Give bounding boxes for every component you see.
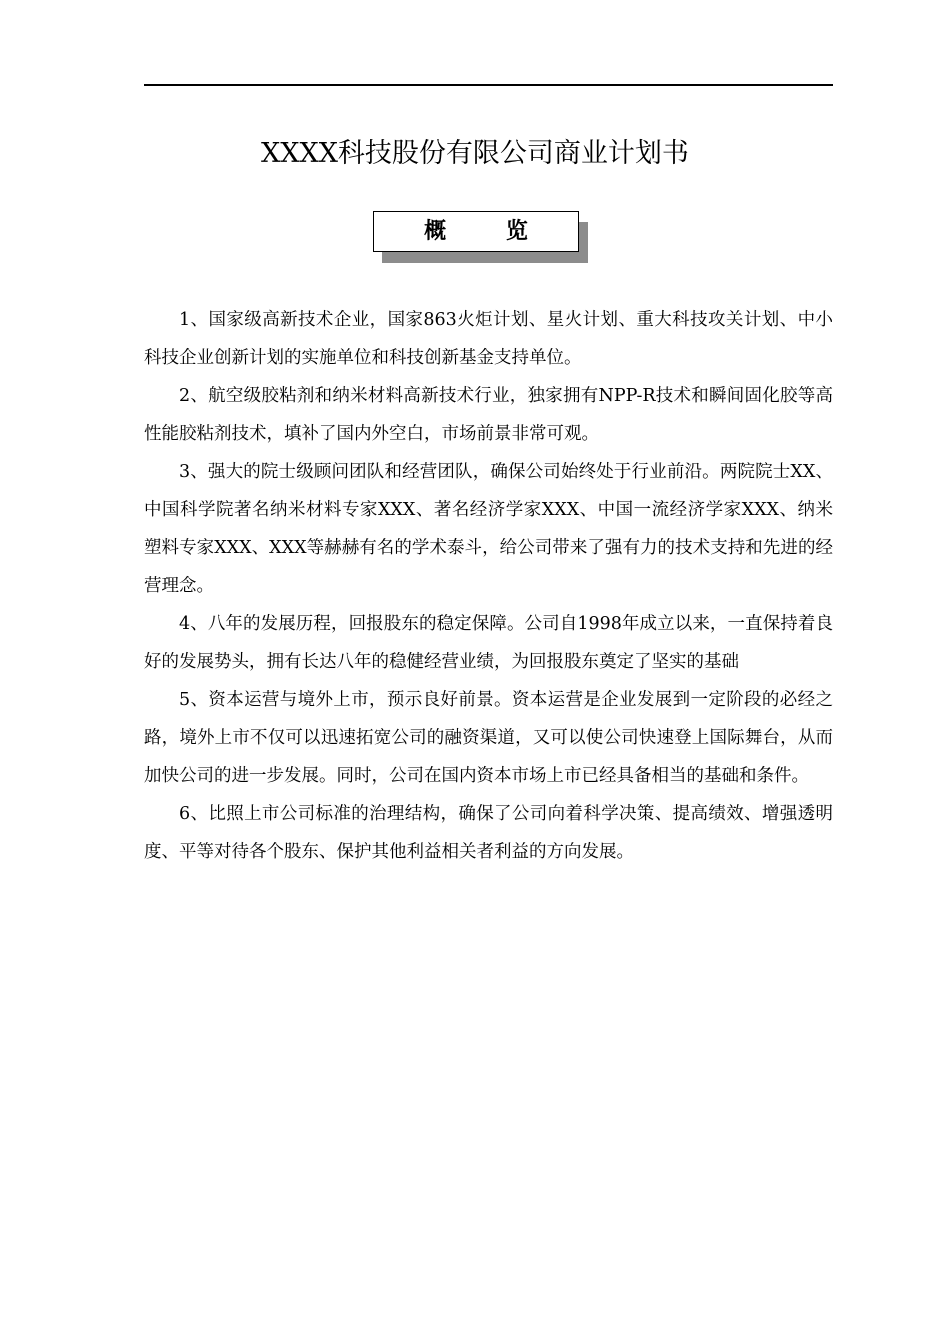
document-title: XXXX科技股份有限公司商业计划书: [261, 138, 689, 169]
paragraph-6: 6、比照上市公司标准的治理结构，确保了公司向着科学决策、提高绩效、增强透明度、平等对待各个股东、保护其他利益相关者利益的方向发展。: [144, 804, 833, 862]
paragraph-2: 2、航空级胶粘剂和纳米材料高新技术行业，独家拥有NPP-R技术和瞬间固化胶等高性能胶粘剂技术，填补了国内外空白，市场前景非常可观。: [144, 386, 833, 444]
section-heading-box: 概 览: [373, 211, 579, 252]
paragraph-3: 3、强大的院士级顾问团队和经营团队，确保公司始终处于行业前沿。两院院士XX、中国科学院著名纳米材料专家XXX、著名经济学家XXX、中国一流经济学家XXX、纳米塑料专家XXX、XXX等赫赫有名的学术泰斗，给公司带来了强有力的技术支持和先进的经营理念。: [144, 462, 833, 596]
paragraph-5: 5、资本运营与境外上市，预示良好前景。资本运营是企业发展到一定阶段的必经之路，境外上市不仅可以迅速拓宽公司的融资渠道，又可以使公司快速登上国际舞台，从而加快公司的进一步发展。同时，公司在国内资本市场上市已经具备相当的基础和条件。: [144, 690, 833, 786]
document-body: [144, 301, 833, 871]
paragraph-4: 4、八年的发展历程，回报股东的稳定保障。公司自1998年成立以来，一直保持着良好的发展势头，拥有长达八年的稳健经营业绩，为回报股东奠定了坚实的基础: [144, 614, 833, 672]
header-rule: [144, 84, 833, 86]
paragraph-1: 1、国家级高新技术企业，国家863火炬计划、星火计划、重大科技攻关计划、中小科技企业创新计划的实施单位和科技创新基金支持单位。: [144, 310, 833, 368]
